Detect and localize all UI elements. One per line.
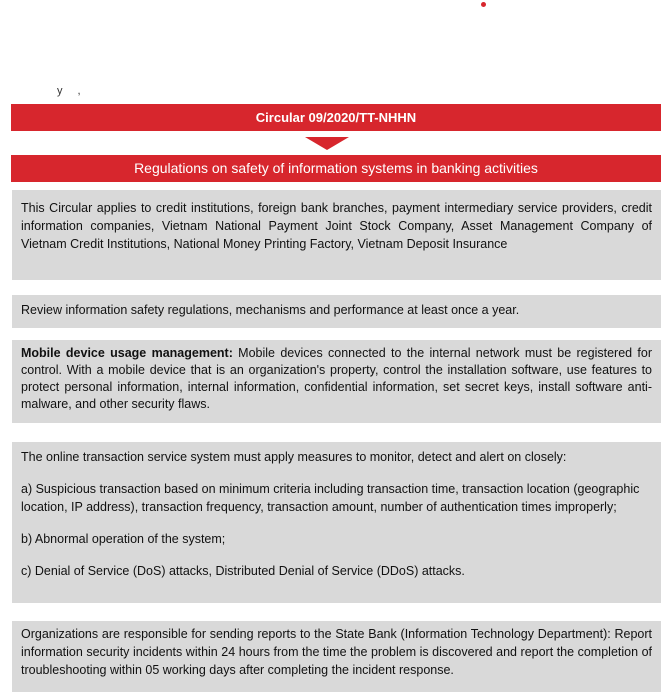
regulations-subtitle-bar: Regulations on safety of information systems in banking activities xyxy=(11,155,661,182)
decorative-dot xyxy=(481,2,486,7)
reporting-text: Organizations are responsible for sending reports to the State Bank (Information Technology Department): Report information security incidents within 24 hours from the time the problem is discovered and report the completion of troubleshooting within 05 working days after completing the incident response. xyxy=(21,627,652,677)
circular-title-bar: Circular 09/2020/TT-NHHN xyxy=(11,104,661,131)
online-transaction-box xyxy=(12,442,661,603)
online-item-b: b) Abnormal operation of the system; xyxy=(21,532,226,546)
mobile-device-paragraph xyxy=(21,345,652,413)
scope-box xyxy=(12,190,661,280)
scope-text: This Circular applies to credit institutions, foreign bank branches, payment intermediary service providers, credit information companies, Vietnam National Payment Joint Stock Company, Asset Management Company of Vietnam Credit Institutions, National Money Printing Factory, Vietnam Deposit Insurance xyxy=(21,201,652,251)
review-text: Review information safety regulations, mechanisms and performance at least once a year. xyxy=(21,303,520,317)
online-item-c: c) Denial of Service (DoS) attacks, Distributed Denial of Service (DDoS) attacks. xyxy=(21,564,465,578)
mobile-device-text: Mobile devices connected to the internal network must be registered for control. With a mobile device that is an organization's property, control the installation software, use features to protect personal information, internal information, confidential information, set secret keys, install software anti-malware, and other security flaws. xyxy=(21,346,652,411)
review-box xyxy=(12,295,661,328)
reporting-box xyxy=(12,621,661,692)
mobile-device-heading: Mobile device usage management: xyxy=(21,346,233,360)
stray-text: y , xyxy=(57,85,87,97)
online-item-a: a) Suspicious transaction based on minimum criteria including transaction time, transaction location (geographic location, IP address), transaction frequency, transaction amount, number of authentication times improperly; xyxy=(21,482,640,514)
online-intro-text: The online transaction service system must apply measures to monitor, detect and alert on closely: xyxy=(21,450,567,464)
down-arrow-icon xyxy=(305,137,349,150)
mobile-device-box xyxy=(12,340,661,423)
